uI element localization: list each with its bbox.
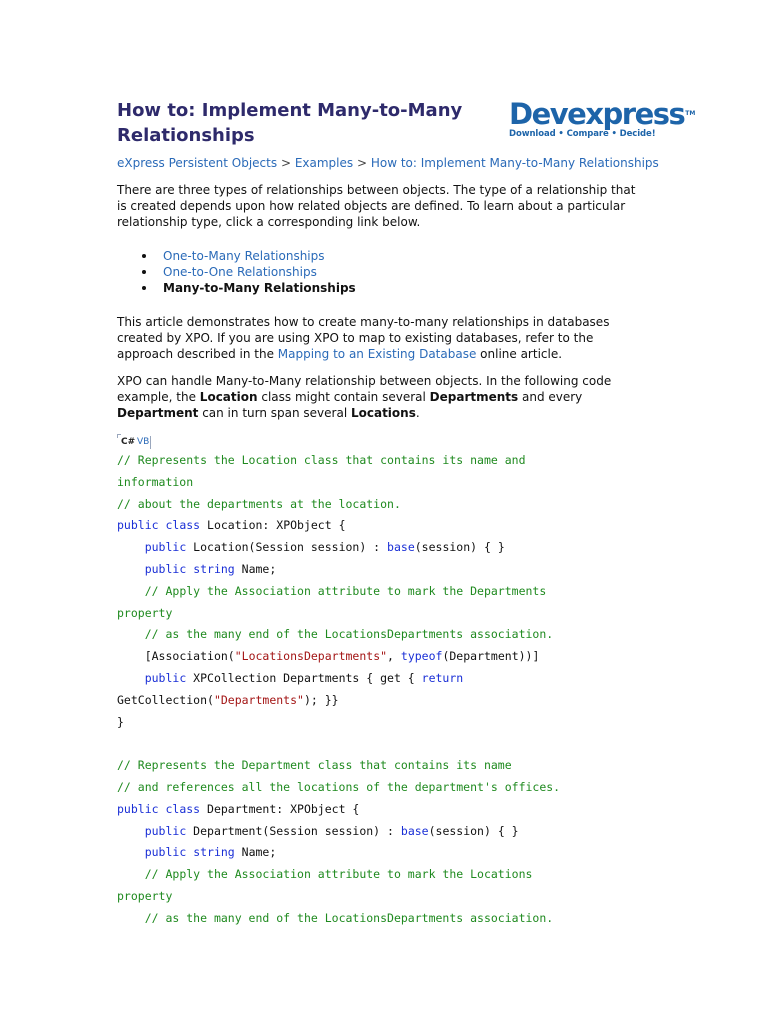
code-keyword: public <box>144 670 187 685</box>
paragraph-text: XPO can handle Many-to-Many relationship between objects. In the following code example, the <box>117 374 612 404</box>
code-keyword: public <box>117 518 159 533</box>
code-comment: information <box>117 474 194 489</box>
code-string: "LocationsDepartments" <box>234 649 388 664</box>
paragraph-text: can in turn span several <box>198 406 351 420</box>
code-text: GetCollection( <box>117 692 214 707</box>
term-department: Department <box>117 406 199 420</box>
code-keyword: public <box>144 540 187 555</box>
code-comment: // Apply the Association attribute to mark the Departments <box>144 583 547 598</box>
code-line <box>117 494 657 516</box>
bullet-icon <box>142 270 146 274</box>
title-line-2: Relationships <box>117 125 255 146</box>
paragraph-text: . <box>415 406 420 420</box>
code-line <box>117 472 657 494</box>
paragraph-text: This article demonstrates how to create many-to-many relationships in databases created by XPO. If you are using XPO to map to existing databases, refer to the approach described in the <box>117 315 610 361</box>
code-keyword: public <box>117 801 159 816</box>
code-text: } <box>117 714 124 729</box>
code-keyword: return <box>421 670 464 685</box>
link-one-to-many[interactable]: One-to-Many Relationships <box>163 249 325 263</box>
code-text: XPCollection Departments { get { <box>186 670 422 685</box>
code-keyword: public <box>144 823 187 838</box>
code-text: ); }} <box>303 692 339 707</box>
code-keyword: base <box>387 540 415 555</box>
code-text: Name; <box>234 561 277 576</box>
tab-vb[interactable]: VB <box>137 437 150 447</box>
intro-paragraph: There are three types of relationships between objects. The type of a relationship that is created depends upon how related objects are defined. To learn about a particular relationship type, click a corresponding link below. <box>117 183 636 229</box>
code-line <box>117 755 657 777</box>
code-text: (session) { } <box>428 823 519 838</box>
code-comment: // about the departments at the location. <box>117 496 401 511</box>
code-keyword: class <box>165 518 201 533</box>
code-comment: // and references all the locations of the department's offices. <box>117 779 561 794</box>
link-mapping-existing-database[interactable]: Mapping to an Existing Database <box>277 347 477 361</box>
code-line <box>117 799 657 821</box>
code-line <box>117 908 657 930</box>
bullet-icon <box>142 254 146 258</box>
code-text: Location: XPObject { <box>200 518 346 533</box>
code-keyword: class <box>165 801 201 816</box>
code-text: [Association( <box>144 649 235 664</box>
code-keyword: base <box>400 823 429 838</box>
logo-trademark: TM <box>685 110 696 117</box>
code-string: "Departments" <box>213 692 304 707</box>
code-line <box>117 777 657 799</box>
code-line <box>117 821 657 843</box>
list-item <box>117 264 356 280</box>
code-comment: // Represents the Department class that contains its name <box>117 758 512 773</box>
code-line <box>117 886 657 908</box>
list-item <box>117 248 356 264</box>
code-block <box>117 450 657 930</box>
code-line <box>117 603 657 625</box>
breadcrumb-link-examples[interactable]: Examples <box>294 156 354 170</box>
term-location: Location <box>199 390 258 404</box>
link-one-to-one[interactable]: One-to-One Relationships <box>163 265 317 279</box>
code-line-blank <box>117 733 657 755</box>
paragraph-text: and every <box>518 390 583 404</box>
code-line <box>117 450 657 472</box>
code-line <box>117 712 657 734</box>
list-item <box>117 280 356 296</box>
code-line <box>117 864 657 886</box>
code-text: , <box>387 649 401 664</box>
current-topic-many-to-many: Many-to-Many Relationships <box>163 281 356 295</box>
code-text: Name; <box>234 845 277 860</box>
code-keyword: string <box>193 561 235 576</box>
code-line <box>117 537 657 559</box>
code-line <box>117 842 657 864</box>
example-paragraph <box>117 373 647 421</box>
paragraph-text: class might contain several <box>257 390 430 404</box>
devexpress-logo[interactable] <box>509 97 696 143</box>
term-departments: Departments <box>429 390 519 404</box>
paragraph-text: online article. <box>476 347 563 361</box>
logo-tagline: Download • Compare • Decide! <box>509 129 656 139</box>
code-line <box>117 624 657 646</box>
relationship-type-list <box>117 248 356 296</box>
term-locations: Locations <box>350 406 416 420</box>
code-line <box>117 559 657 581</box>
code-text: (Department))] <box>442 649 540 664</box>
code-comment: // Represents the Location class that contains its name and <box>117 453 526 467</box>
title-line-1: How to: Implement Many-to-Many <box>117 100 463 121</box>
code-keyword: typeof <box>400 649 443 664</box>
code-text: (session) { } <box>414 540 505 555</box>
code-keyword: public <box>144 561 187 576</box>
breadcrumb <box>117 154 659 172</box>
code-line <box>117 581 657 603</box>
page-title <box>117 98 477 148</box>
code-line <box>117 690 657 712</box>
bullet-icon <box>142 286 146 290</box>
code-comment: // as the many end of the LocationsDepartments association. <box>144 627 554 642</box>
code-comment: property <box>117 888 173 903</box>
breadcrumb-separator: > <box>356 156 368 170</box>
code-text: Department: XPObject { <box>200 801 360 816</box>
breadcrumb-link-current[interactable]: How to: Implement Many-to-Many Relationships <box>370 156 659 170</box>
code-comment: // as the many end of the LocationsDepartments association. <box>144 910 554 925</box>
logo-word: Devexpress <box>509 97 685 131</box>
code-comment: property <box>117 605 173 620</box>
article-paragraph <box>117 314 647 362</box>
code-comment: // Apply the Association attribute to mark the Locations <box>144 867 533 882</box>
code-text: Department(Session session) : <box>186 823 401 838</box>
code-text: Location(Session session) : <box>186 540 388 555</box>
code-keyword: public <box>144 845 187 860</box>
code-line <box>117 646 657 668</box>
tab-divider <box>150 436 151 449</box>
code-line <box>117 668 657 690</box>
breadcrumb-link-xpo[interactable]: eXpress Persistent Objects <box>117 156 278 170</box>
breadcrumb-separator: > <box>280 156 291 170</box>
code-keyword: string <box>193 845 235 860</box>
code-line <box>117 515 657 537</box>
tab-csharp[interactable]: C# <box>121 437 136 447</box>
